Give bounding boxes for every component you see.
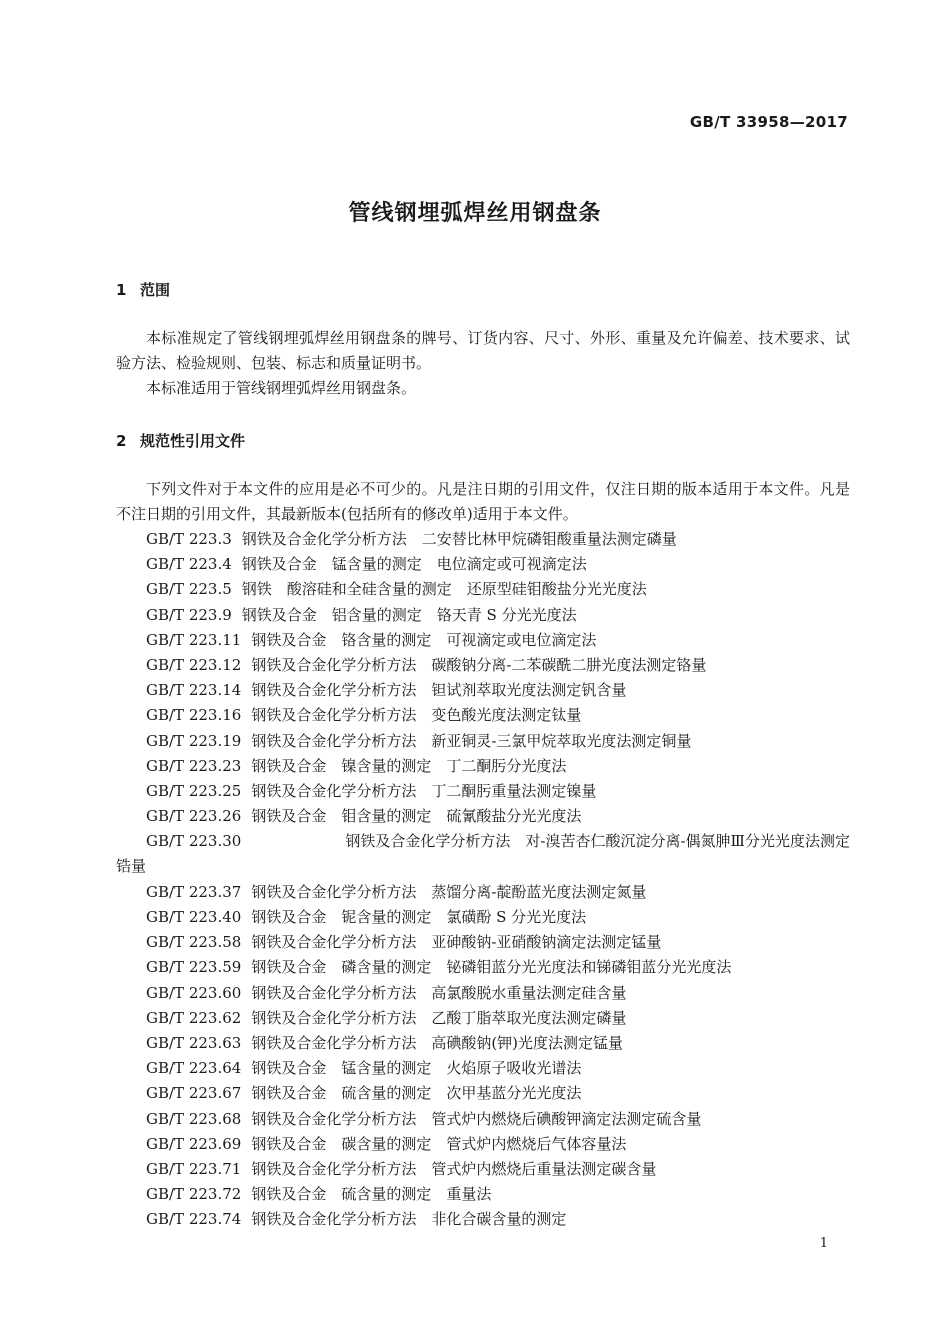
reference-code: GB/T 223.4 <box>146 555 232 574</box>
reference-item <box>116 1107 850 1132</box>
reference-code: GB/T 223.12 <box>146 656 242 674</box>
reference-title: 钢铁及合金 硫含量的测定 次甲基蓝分光光度法 <box>251 1084 582 1103</box>
reference-item <box>116 653 850 678</box>
reference-item <box>116 930 850 955</box>
reference-item <box>116 779 850 804</box>
section-number: 2 <box>116 432 127 450</box>
reference-title: 钢铁及合金化学分析方法 新亚铜灵-三氯甲烷萃取光度法测定铜量 <box>251 731 692 750</box>
reference-title: 钢铁及合金化学分析方法 管式炉内燃烧后碘酸钾滴定法测定硫含量 <box>251 1109 702 1128</box>
reference-item <box>116 1056 850 1081</box>
reference-title: 钢铁及合金化学分析方法 蒸馏分离-靛酚蓝光度法测定氮量 <box>251 882 647 901</box>
reference-code: GB/T 223.26 <box>146 807 242 826</box>
reference-title: 钢铁及合金化学分析方法 乙酸丁脂萃取光度法测定磷量 <box>251 1008 627 1027</box>
reference-code: GB/T 223.68 <box>146 1109 242 1128</box>
standard-number: GB/T 33958—2017 <box>689 113 848 131</box>
reference-title: 钢铁及合金 硫含量的测定 重量法 <box>251 1185 492 1204</box>
reference-code: GB/T 223.37 <box>146 882 242 901</box>
reference-item <box>116 603 850 628</box>
reference-title: 钢铁及合金 镍含量的测定 丁二酮肟分光度法 <box>251 756 567 775</box>
reference-title: 钢铁及合金化学分析方法 高氯酸脱水重量法测定硅含量 <box>251 983 627 1002</box>
reference-code: GB/T 223.14 <box>146 681 242 700</box>
reference-code: GB/T 223.69 <box>146 1134 242 1153</box>
section-title: 范围 <box>140 281 171 299</box>
reference-item <box>116 703 850 728</box>
reference-title: 钢铁及合金化学分析方法 对-溴苦杏仁酸沉淀分离-偶氮胂Ⅲ分光光度法测定 <box>345 832 850 851</box>
reference-code: GB/T 223.11 <box>146 630 242 649</box>
reference-title: 钢铁及合金化学分析方法 丁二酮肟重量法测定镍量 <box>251 782 597 800</box>
reference-code: GB/T 223.30 <box>146 832 242 851</box>
reference-code: GB/T 223.19 <box>146 731 242 750</box>
reference-item <box>116 1081 850 1106</box>
reference-title: 钢铁及合金 铝含量的测定 铬天青 S 分光光度法 <box>241 605 577 624</box>
reference-code: GB/T 223.16 <box>146 706 242 725</box>
page-number: 1 <box>819 1236 828 1251</box>
reference-item <box>116 577 850 602</box>
reference-title: 钢铁及合金 铌含量的测定 氯磺酚 S 分光光度法 <box>251 908 587 926</box>
reference-item <box>116 729 850 754</box>
section-number: 1 <box>116 281 127 299</box>
reference-title: 钢铁及合金化学分析方法 亚砷酸钠-亚硝酸钠滴定法测定锰量 <box>251 933 662 952</box>
reference-item <box>116 880 850 905</box>
reference-code: GB/T 223.60 <box>146 983 242 1002</box>
reference-title: 钢铁及合金化学分析方法 变色酸光度法测定钛量 <box>251 706 582 725</box>
reference-title: 钢铁及合金化学分析方法 管式炉内燃烧后重量法测定碳含量 <box>251 1160 657 1178</box>
reference-code: GB/T 223.3 <box>146 530 232 548</box>
scope-paragraph-1: 本标准规定了管线钢埋弧焊丝用钢盘条的牌号、订货内容、尺寸、外形、重量及允许偏差、技术要求、试验方法、检验规则、包装、标志和质量证明书。 <box>116 329 850 372</box>
reference-code: GB/T 223.23 <box>146 756 242 775</box>
reference-item <box>116 552 850 577</box>
reference-code: GB/T 223.5 <box>146 580 232 599</box>
reference-title: 钢铁及合金 铬含量的测定 可视滴定或电位滴定法 <box>251 630 597 649</box>
reference-title: 钢铁及合金 磷含量的测定 铋磷钼蓝分光光度法和锑磷钼蓝分光光度法 <box>251 958 732 977</box>
reference-item <box>116 1031 850 1056</box>
reference-title-continuation: 锆量 <box>116 857 147 876</box>
reference-item <box>116 804 850 829</box>
reference-item <box>116 829 850 879</box>
reference-code: GB/T 223.71 <box>146 1160 242 1178</box>
reference-code: GB/T 223.58 <box>146 933 242 952</box>
document-title: 管线钢埋弧焊丝用钢盘条 <box>348 201 602 226</box>
reference-item <box>116 527 850 552</box>
reference-title: 钢铁及合金化学分析方法 钽试剂萃取光度法测定钒含量 <box>251 681 627 700</box>
reference-item <box>116 1207 850 1232</box>
reference-code: GB/T 223.25 <box>146 782 242 800</box>
reference-code: GB/T 223.59 <box>146 958 242 977</box>
scope-paragraph-2: 本标准适用于管线钢埋弧焊丝用钢盘条。 <box>146 379 417 397</box>
reference-title: 钢铁及合金 锰含量的测定 火焰原子吸收光谱法 <box>251 1059 582 1078</box>
reference-item <box>116 1182 850 1207</box>
reference-title: 钢铁及合金化学分析方法 碳酸钠分离-二苯碳酰二肼光度法测定铬量 <box>251 656 707 674</box>
reference-code: GB/T 223.67 <box>146 1084 242 1103</box>
section-title: 规范性引用文件 <box>140 432 246 450</box>
reference-title: 钢铁 酸溶硅和全硅含量的测定 还原型硅钼酸盐分光光度法 <box>241 580 647 599</box>
reference-title: 钢铁及合金化学分析方法 非化合碳含量的测定 <box>251 1210 567 1229</box>
reference-item <box>116 754 850 779</box>
reference-code: GB/T 223.64 <box>146 1059 242 1078</box>
reference-item <box>116 905 850 930</box>
reference-code: GB/T 223.9 <box>146 605 232 624</box>
reference-item <box>116 1132 850 1157</box>
reference-title: 钢铁及合金 钼含量的测定 硫氰酸盐分光光度法 <box>251 807 582 826</box>
reference-code: GB/T 223.63 <box>146 1034 242 1052</box>
reference-title: 钢铁及合金化学分析方法 二安替比林甲烷磷钼酸重量法测定磷量 <box>241 530 677 548</box>
reference-code: GB/T 223.40 <box>146 908 242 926</box>
reference-item <box>116 955 850 980</box>
reference-title: 钢铁及合金 碳含量的测定 管式炉内燃烧后气体容量法 <box>251 1134 627 1153</box>
section-heading-normative-references <box>116 430 245 451</box>
reference-item <box>116 678 850 703</box>
reference-code: GB/T 223.72 <box>146 1185 242 1204</box>
reference-item <box>116 1006 850 1031</box>
reference-item <box>116 981 850 1006</box>
reference-code: GB/T 223.62 <box>146 1008 242 1027</box>
reference-title: 钢铁及合金 锰含量的测定 电位滴定或可视滴定法 <box>241 555 587 574</box>
reference-code: GB/T 223.74 <box>146 1210 242 1229</box>
reference-item <box>116 1157 850 1182</box>
reference-item <box>116 628 850 653</box>
section-heading-scope <box>116 279 170 300</box>
references-intro-paragraph: 下列文件对于本文件的应用是必不可少的。凡是注日期的引用文件，仅注日期的版本适用于本文件。凡是不注日期的引用文件，其最新版本(包括所有的修改单)适用于本文件。 <box>116 480 850 523</box>
reference-title: 钢铁及合金化学分析方法 高碘酸钠(钾)光度法测定锰量 <box>251 1034 624 1052</box>
